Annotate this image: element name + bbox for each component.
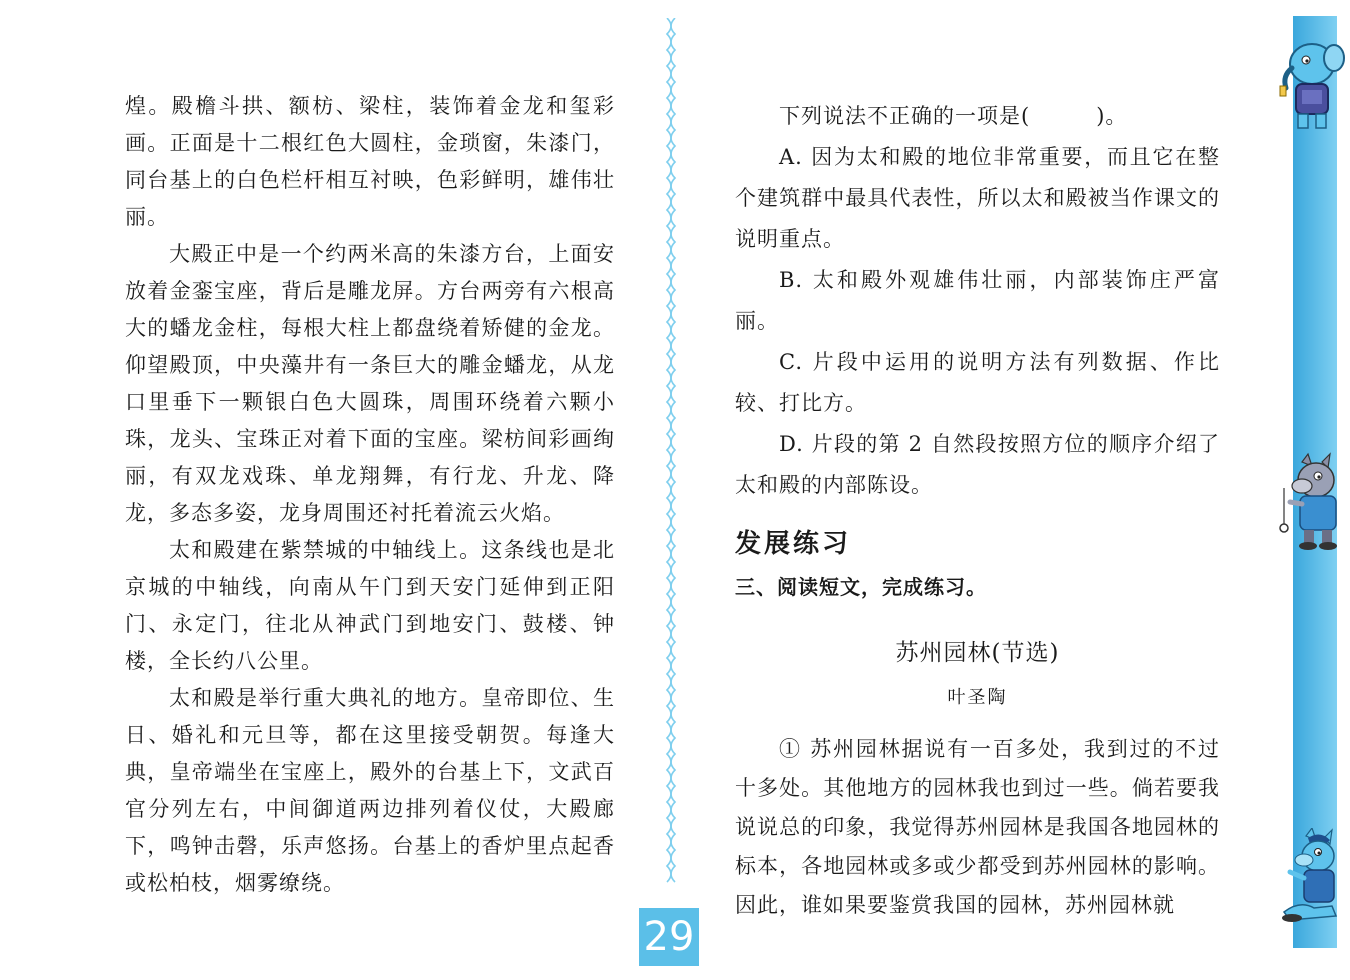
exercise-instruction: 三、阅读短文，完成练习。 xyxy=(735,575,987,599)
cat-mascot-icon xyxy=(1270,828,1346,928)
article-title: 苏州园林(节选) xyxy=(895,640,1060,666)
left-paragraph-1: 煌。殿檐斗拱、额枋、梁柱，装饰着金龙和玺彩画。正面是十二根红色大圆柱，金琐窗，朱漆门，同台基上的白色栏杆相互衬映，色彩鲜明，雄伟壮丽。 xyxy=(125,94,615,229)
left-paragraph-3: 太和殿建在紫禁城的中轴线上。这条线也是北京城的中轴线，向南从午门到天安门延伸到正阳门、永定门，往北从神武门到地安门、鼓楼、钟楼，全长约八公里。 xyxy=(125,538,615,673)
option-a: A. 因为太和殿的地位非常重要，而且它在整个建筑群中最具代表性，所以太和殿被当作课文的说明重点。 xyxy=(735,145,1220,251)
wolf-mascot-icon xyxy=(1272,452,1346,552)
elephant-mascot-icon xyxy=(1262,36,1346,134)
left-paragraph-4: 太和殿是举行重大典礼的地方。皇帝即位、生日、婚礼和元旦等，都在这里接受朝贺。每逢大典，皇帝端坐在宝座上，殿外的台基上下，文武百官分列左右，中间御道两边排列着仪仗，大殿廊下，鸣钟击磬，乐声悠扬。台基上的香炉里点起香或松柏枝，烟雾缭绕。 xyxy=(125,686,615,895)
option-c: C. 片段中运用的说明方法有列数据、作比较、打比方。 xyxy=(735,350,1220,415)
spine-wave-divider xyxy=(664,18,678,888)
section-heading: 发展练习 xyxy=(735,529,852,559)
left-paragraph-2: 大殿正中是一个约两米高的朱漆方台，上面安放着金銮宝座，背后是雕龙屏。方台两旁有六根高大的蟠龙金柱，每根大柱上都盘绕着矫健的金龙。仰望殿顶，中央藻井有一条巨大的雕金蟠龙，从龙口里垂下一颗银白色大圆珠，周围环绕着六颗小珠，龙头、宝珠正对着下面的宝座。梁枋间彩画绚丽，有双龙戏珠、单龙翔舞，有行龙、升龙、降龙，多态多姿，龙身周围还衬托着流云火焰。 xyxy=(125,242,615,525)
left-page xyxy=(125,88,615,902)
question-stem: 下列说法不正确的一项是( )。 xyxy=(779,104,1128,128)
option-b: B. 太和殿外观雄伟壮丽，内部装饰庄严富丽。 xyxy=(735,268,1220,333)
option-d: D. 片段的第 2 自然段按照方位的顺序介绍了太和殿的内部陈设。 xyxy=(735,432,1220,497)
right-page xyxy=(735,96,1220,925)
article-paragraph-1: ① 苏州园林据说有一百多处，我到过的不过十多处。其他地方的园林我也到过一些。倘若要我说说总的印象，我觉得苏州园林是我国各地园林的标本，各地园林或多或少都受到苏州园林的影响。因此，谁如果要鉴赏我国的园林，苏州园林就 xyxy=(735,737,1220,917)
page-number: 29 xyxy=(639,908,699,966)
article-author: 叶圣陶 xyxy=(947,687,1008,708)
